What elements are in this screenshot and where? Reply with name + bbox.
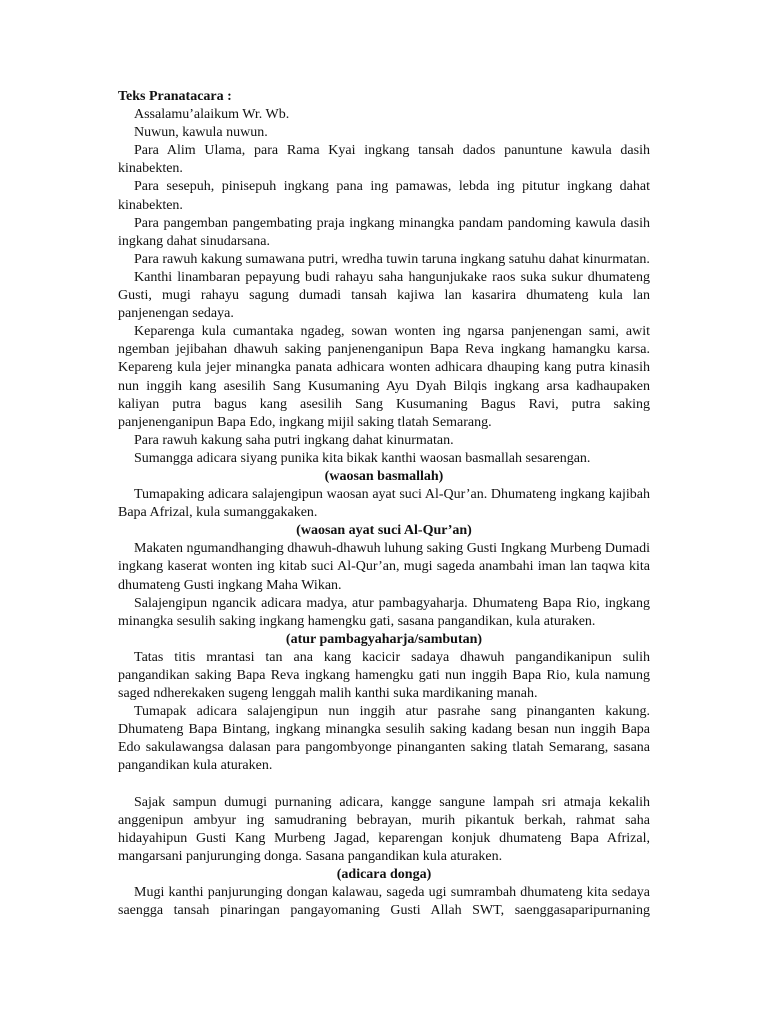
paragraph-sumangga: Sumangga adicara siyang punika kita bikak kanthi waosan basmallah sesarengan. <box>134 450 591 466</box>
paragraph-rawuh-kakung: Para rawuh kakung saha putri ingkang dahat kinurmatan. <box>134 432 454 448</box>
section-heading-ayat-suci: (waosan ayat suci Al-Qur’an) <box>296 523 472 539</box>
section-heading-sambutan: (atur pambagyaharja/sambutan) <box>285 631 483 647</box>
paragraph-tumapaking: Tumapaking adicara salajengipun waosan ayat suci Al-Qur’an. Dhumateng ingkang kajibah Bapa Afrizal, kula sumanggakaken. <box>118 487 650 521</box>
paragraph-tumapak: Tumapak adicara salajengipun nun inggih atur pasrahe sang pinanganten kakung. Dhumateng Bapa Bintang, ingkang minangka sesulih saking kadang besan nun inggih Bapa Edo sakulawangsa dalasan para pangombyonge pinanganten saking tlatah Semarang, sasana pangandikan kula aturaken. <box>118 704 650 774</box>
paragraph-pangemban: Para pangemban pangembating praja ingkang minangka pandam pandoming kawula dasih ingkang dahat sinudarsana. <box>118 215 650 249</box>
paragraph-tatas-titis: Tatas titis mrantasi tan ana kang kacicir sadaya dhawuh pangandikanipun sulih pangandikan saking Bapa Reva ingkang hamengku gati nun inggih Bapa Rio, kula namung saged ndherekaken sugeng lenggah malih kanthi suka mardikaning manah. <box>118 649 650 702</box>
document-page <box>118 88 650 920</box>
paragraph-keparenga: Keparenga kula cumantaka ngadeg, sowan wonten ing ngarsa panjenengan sami, awit ngemban jejibahan dhawuh saking panjenenganipun Bapa Reva ingkang hamangku karsa. Kepareng kula jejer minangka panata adhicara wonten adhicara dhauping kang putra kinasih nun inggih kang asesilih Sang Kusumaning Ayu Dyah Bilqis ingkang arsa kadhaupaken kaliyan putra bagus kang asesilih Sang Kusumaning Bagus Ravi, putra saking panjenenganipun Bapa Edo, ingkang mijil saking tlatah Semarang. <box>118 324 650 430</box>
paragraph-salajengipun: Salajengipun ngancik adicara madya, atur pambagyaharja. Dhumateng Bapa Rio, ingkang minangka sesulih saking ingkang hamengku gati, sasana pangandikan, kula aturaken. <box>118 595 650 629</box>
paragraph-rawuh: Para rawuh kakung sumawana putri, wredha tuwin taruna ingkang satuhu dahat kinurmatan. <box>134 251 650 267</box>
paragraph-linambaran: Kanthi linambaran pepayung budi rahayu saha hangunjukake raos suka sukur dhumateng Gusti, mugi rahayu sagung dumadi tansah kajiwa lan kasarira dhumateng kula lan panjenengan sedaya. <box>118 269 650 322</box>
paragraph-sesepuh: Para sesepuh, pinisepuh ingkang pana ing pamawas, lebda ing pitutur ingkang dahat kinabekten. <box>118 179 650 213</box>
paragraph-nuwun: Nuwun, kawula nuwun. <box>134 125 268 141</box>
paragraph-alim-ulama: Para Alim Ulama, para Rama Kyai ingkang tansah dados panuntune kawula dasih kinabekten. <box>118 143 650 177</box>
document-title: Teks Pranatacara : <box>118 89 232 104</box>
section-heading-donga: (adicara donga) <box>336 867 432 883</box>
paragraph-greeting: Assalamu’alaikum Wr. Wb. <box>134 107 290 123</box>
section-heading-basmallah: (waosan basmallah) <box>324 468 444 484</box>
paragraph-mugi-kanthi: Mugi kanthi panjurunging dongan kalawau, sageda ugi sumrambah dhumateng kita sedaya saengga tansah pinaringan pangayomaning Gusti Allah SWT, saenggasaparipurnaning <box>118 885 650 919</box>
paragraph-makaten: Makaten ngumandhanging dhawuh-dhawuh luhung saking Gusti Ingkang Murbeng Dumadi ingkang kaserat wonten ing kitab suci Al-Qur’an, mugi sageda anambahi iman lan taqwa kita dhumateng Gusti ingkang Maha Wikan. <box>118 541 650 593</box>
blank-line <box>118 776 650 794</box>
paragraph-sajak-sampun: Sajak sampun dumugi purnaning adicara, kangge sangune lampah sri atmaja kekalih anggenipun ambyur ing samudraning bebrayan, murih pikantuk berkah, rahmat saha hidayahipun Gusti Kang Murbeng Jagad, keparengan konjuk dhumateng Bapa Afrizal, mangarsani panjurunging donga. Sasana pangandikan kula aturaken. <box>118 794 650 864</box>
